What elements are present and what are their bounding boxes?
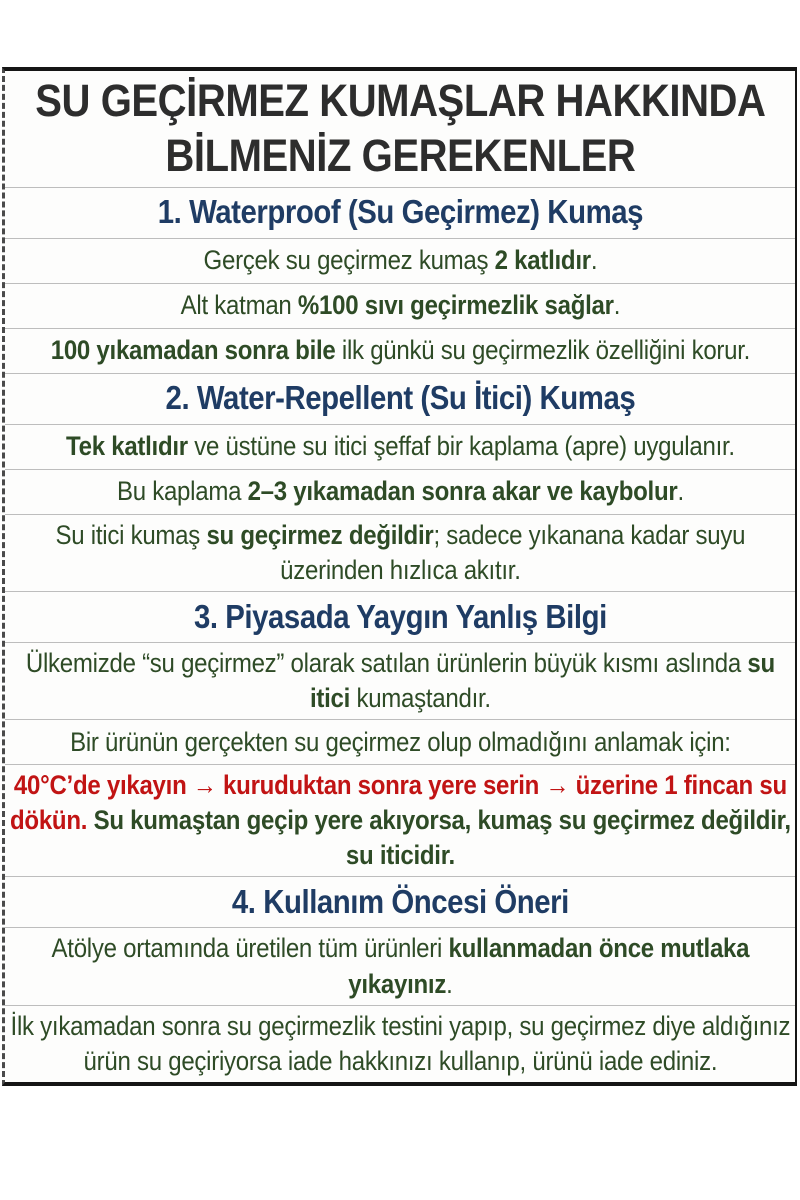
text-segment: kumaştandır. xyxy=(349,683,491,714)
table-row xyxy=(5,470,795,515)
text-segment xyxy=(87,805,93,835)
table-row xyxy=(5,928,795,1005)
table-row xyxy=(5,425,795,470)
title-line-1: SU GEÇİRMEZ KUMAŞLAR HAKKINDA xyxy=(34,75,766,126)
page-title xyxy=(6,74,793,184)
text-segment: . xyxy=(590,245,597,276)
text-segment: 2 katlıdır xyxy=(494,245,591,276)
row-content xyxy=(6,646,793,716)
row-content xyxy=(6,474,793,509)
row-content xyxy=(6,725,793,760)
title-line-2: BİLMENİZ GEREKENLER xyxy=(165,129,635,181)
text-segment: su itici xyxy=(309,647,775,714)
row-content: 2. Water-Repellent (Su İtici) Kumaş xyxy=(165,379,635,417)
text-segment: İlk yıkamadan sonra su geçirmezlik testini yapıp, su geçirmez diye aldığınız ürün su geçiriyorsa iade hakkınızı kullanıp, ürünü iade ediniz. xyxy=(10,1010,790,1076)
table-row xyxy=(5,239,795,284)
text-segment: 2–3 yıkamadan sonra akar ve kaybolur xyxy=(247,476,678,507)
text-segment: . xyxy=(613,290,620,321)
text-segment: Bir ürünün gerçekten su geçirmez olup olmadığını anlamak için: xyxy=(69,726,731,757)
row-content: 4. Kullanım Öncesi Öneri xyxy=(231,882,569,920)
text-segment: . xyxy=(677,476,684,507)
text-segment: ilk günkü su geçirmezlik özelliğini korur. xyxy=(335,335,750,366)
section-heading-row xyxy=(5,374,795,425)
text-segment: Ülkemizde “su geçirmez” olarak satılan ürünlerin büyük kısmı aslında xyxy=(25,647,747,678)
text-segment: Gerçek su geçirmez kumaş xyxy=(203,245,495,276)
text-segment: 100 yıkamadan sonra bile xyxy=(50,335,336,366)
table-row xyxy=(5,515,795,592)
table-row xyxy=(5,329,795,374)
table-row xyxy=(5,643,795,720)
title-row xyxy=(5,71,795,188)
table-row xyxy=(5,720,795,765)
row-content xyxy=(6,243,793,278)
text-segment: %100 sıvı geçirmezlik sağlar xyxy=(297,290,614,321)
row-content: 3. Piyasada Yaygın Yanlış Bilgi xyxy=(193,597,607,635)
row-content xyxy=(6,333,793,368)
text-segment: Su itici kumaş xyxy=(55,519,207,550)
text-segment: . xyxy=(445,968,453,999)
info-table xyxy=(2,67,797,1086)
table-row xyxy=(5,1006,795,1082)
text-segment: 40°C’de yıkayın → kuruduktan sonra yere serin → üzerine 1 fincan su dökün. xyxy=(9,770,787,836)
text-segment: Tek katlıdır xyxy=(65,431,188,462)
text-segment: ; sadece yıkanana kadar suyu üzerinden hızlıca akıtır. xyxy=(279,519,745,585)
row-content: 1. Waterproof (Su Geçirmez) Kumaş xyxy=(157,193,643,231)
text-segment: ve üstüne su itici şeffaf bir kaplama (apre) uygulanır. xyxy=(187,431,735,462)
table-row xyxy=(5,284,795,329)
row-content xyxy=(6,931,793,1001)
section-heading-row xyxy=(5,592,795,643)
text-segment: su geçirmez değildir xyxy=(206,519,434,550)
section-heading-row xyxy=(5,877,795,928)
text-segment: Bu kaplama xyxy=(116,476,248,507)
text-segment: Alt katman xyxy=(180,290,298,321)
row-content xyxy=(6,768,793,873)
row-content xyxy=(6,429,793,464)
section-heading-row xyxy=(5,188,795,239)
row-content xyxy=(6,1009,793,1079)
text-segment: Atölye ortamında üretilen tüm ürünleri xyxy=(51,933,449,964)
table-row xyxy=(5,765,795,877)
row-content xyxy=(6,288,793,323)
row-content xyxy=(6,518,793,588)
text-segment: kullanmadan önce mutlaka yıkayınız xyxy=(347,933,749,999)
text-segment: Su kumaştan geçip yere akıyorsa, kumaş su geçirmez değildir, su iticidir. xyxy=(93,805,791,871)
